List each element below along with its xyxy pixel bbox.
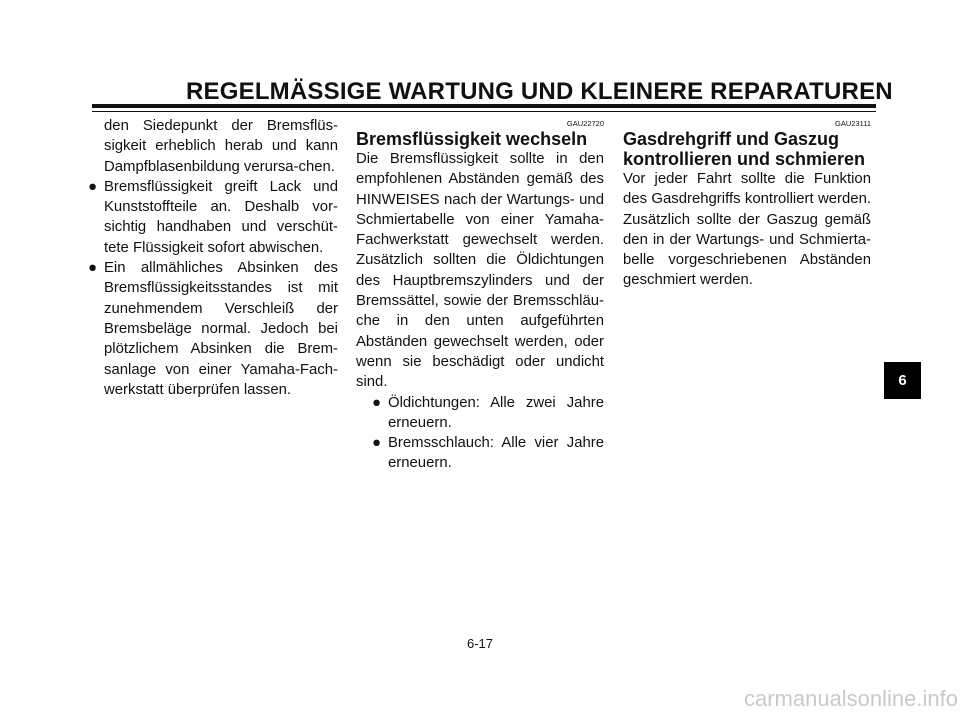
sub-bullet-list [372,393,604,474]
bullet-text: Bremsschlauch: Alle vier Jahre erneuern. [388,435,604,472]
page-number: 6-17 [466,636,494,651]
continued-paragraph: den Siedepunkt der Bremsflüs-sigkeit erheblich herab und kann Dampfblasenbildung verursa-chen. [104,118,338,175]
section-body: Die Bremsflüssigkeit sollte in den empfohlenen Abständen gemäß des HINWEISES nach der Wartungs- und Schmiertabelle von einer Yamaha-Fachwerkstatt gewechselt werden. Zusätzlich sollten die Öldichtungen des Hauptbremszylinders und der Bremssättel, sowie der Bremsschläu-che in den unten aufgeführten Abständen gewechselt werden, oder wenn sie beschädigt oder undicht sind. [356,151,604,391]
bullet-icon: ● [372,435,381,452]
reference-code: GAU22720 [566,119,604,128]
section-heading: Bremsflüssigkeit wechseln [356,129,588,149]
bullet-item [88,177,338,258]
reference-code: GAU23111 [835,119,871,128]
page-header-title: REGELMÄSSIGE WARTUNG UND KLEINERE REPARATUREN [186,78,893,105]
column-middle [356,116,604,474]
bullet-text: Bremsflüssigkeit greift Lack und Kunststoffteile an. Deshalb vor-sichtig handhaben und verschüt-tete Flüssigkeit sofort abwischen. [104,178,338,256]
column-right [623,116,871,291]
section-heading: Gasdrehgriff und Gaszug kontrollieren und schmieren [623,129,866,169]
bullet-icon: ● [88,178,97,195]
section-body: Vor jeder Fahrt sollte die Funktion des Gasdrehgriffs kontrolliert werden. Zusätzlich sollte der Gaszug gemäß den in der Wartungs- und Schmierta-belle vorgeschriebenen Abständen geschmiert werden. [623,171,871,289]
bullet-item [372,433,604,474]
bullet-text: Ein allmähliches Absinken des Bremsflüssigkeitsstandes ist mit zunehmendem Verschleiß der Bremsbeläge normal. Jedoch bei plötzlichem Absinken die Brem-sanlage von einer Yamaha-Fach-werkstatt überprüfen lassen. [104,260,338,398]
bullet-icon: ● [372,394,381,411]
bullet-item [88,258,338,400]
bullet-icon: ● [88,260,97,277]
bullet-text: Öldichtungen: Alle zwei Jahre erneuern. [388,394,604,431]
column-left [88,116,338,400]
bullet-item [372,393,604,434]
header-rule [92,104,876,112]
watermark: carmanualsonline.info [743,686,958,711]
chapter-tab: 6 [884,362,921,399]
